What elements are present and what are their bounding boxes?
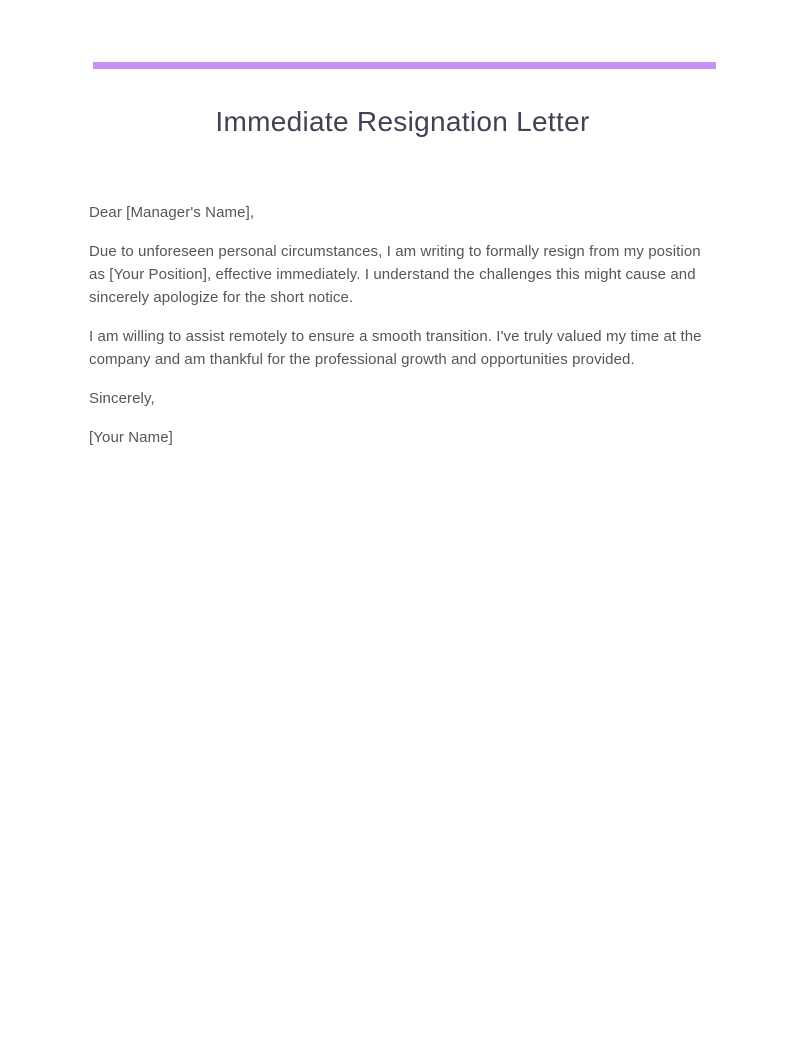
body-paragraph-1: Due to unforeseen personal circumstances, I am writing to formally resign from my position as [Your Position], effective immediately. I understand the challenges this might cause and sincerely apologize for the short notice. xyxy=(89,243,701,306)
salutation: Dear [Manager's Name], xyxy=(89,204,255,221)
body-paragraph-2: I am willing to assist remotely to ensure a smooth transition. I've truly valued my time at the company and am thankful for the professional growth and opportunities provided. xyxy=(89,328,702,368)
letter-body xyxy=(89,201,716,449)
signature: [Your Name] xyxy=(89,429,173,446)
closing: Sincerely, xyxy=(89,390,155,407)
letter-title: Immediate Resignation Letter xyxy=(215,106,590,137)
letter-page xyxy=(89,62,716,465)
accent-bar xyxy=(93,62,716,69)
